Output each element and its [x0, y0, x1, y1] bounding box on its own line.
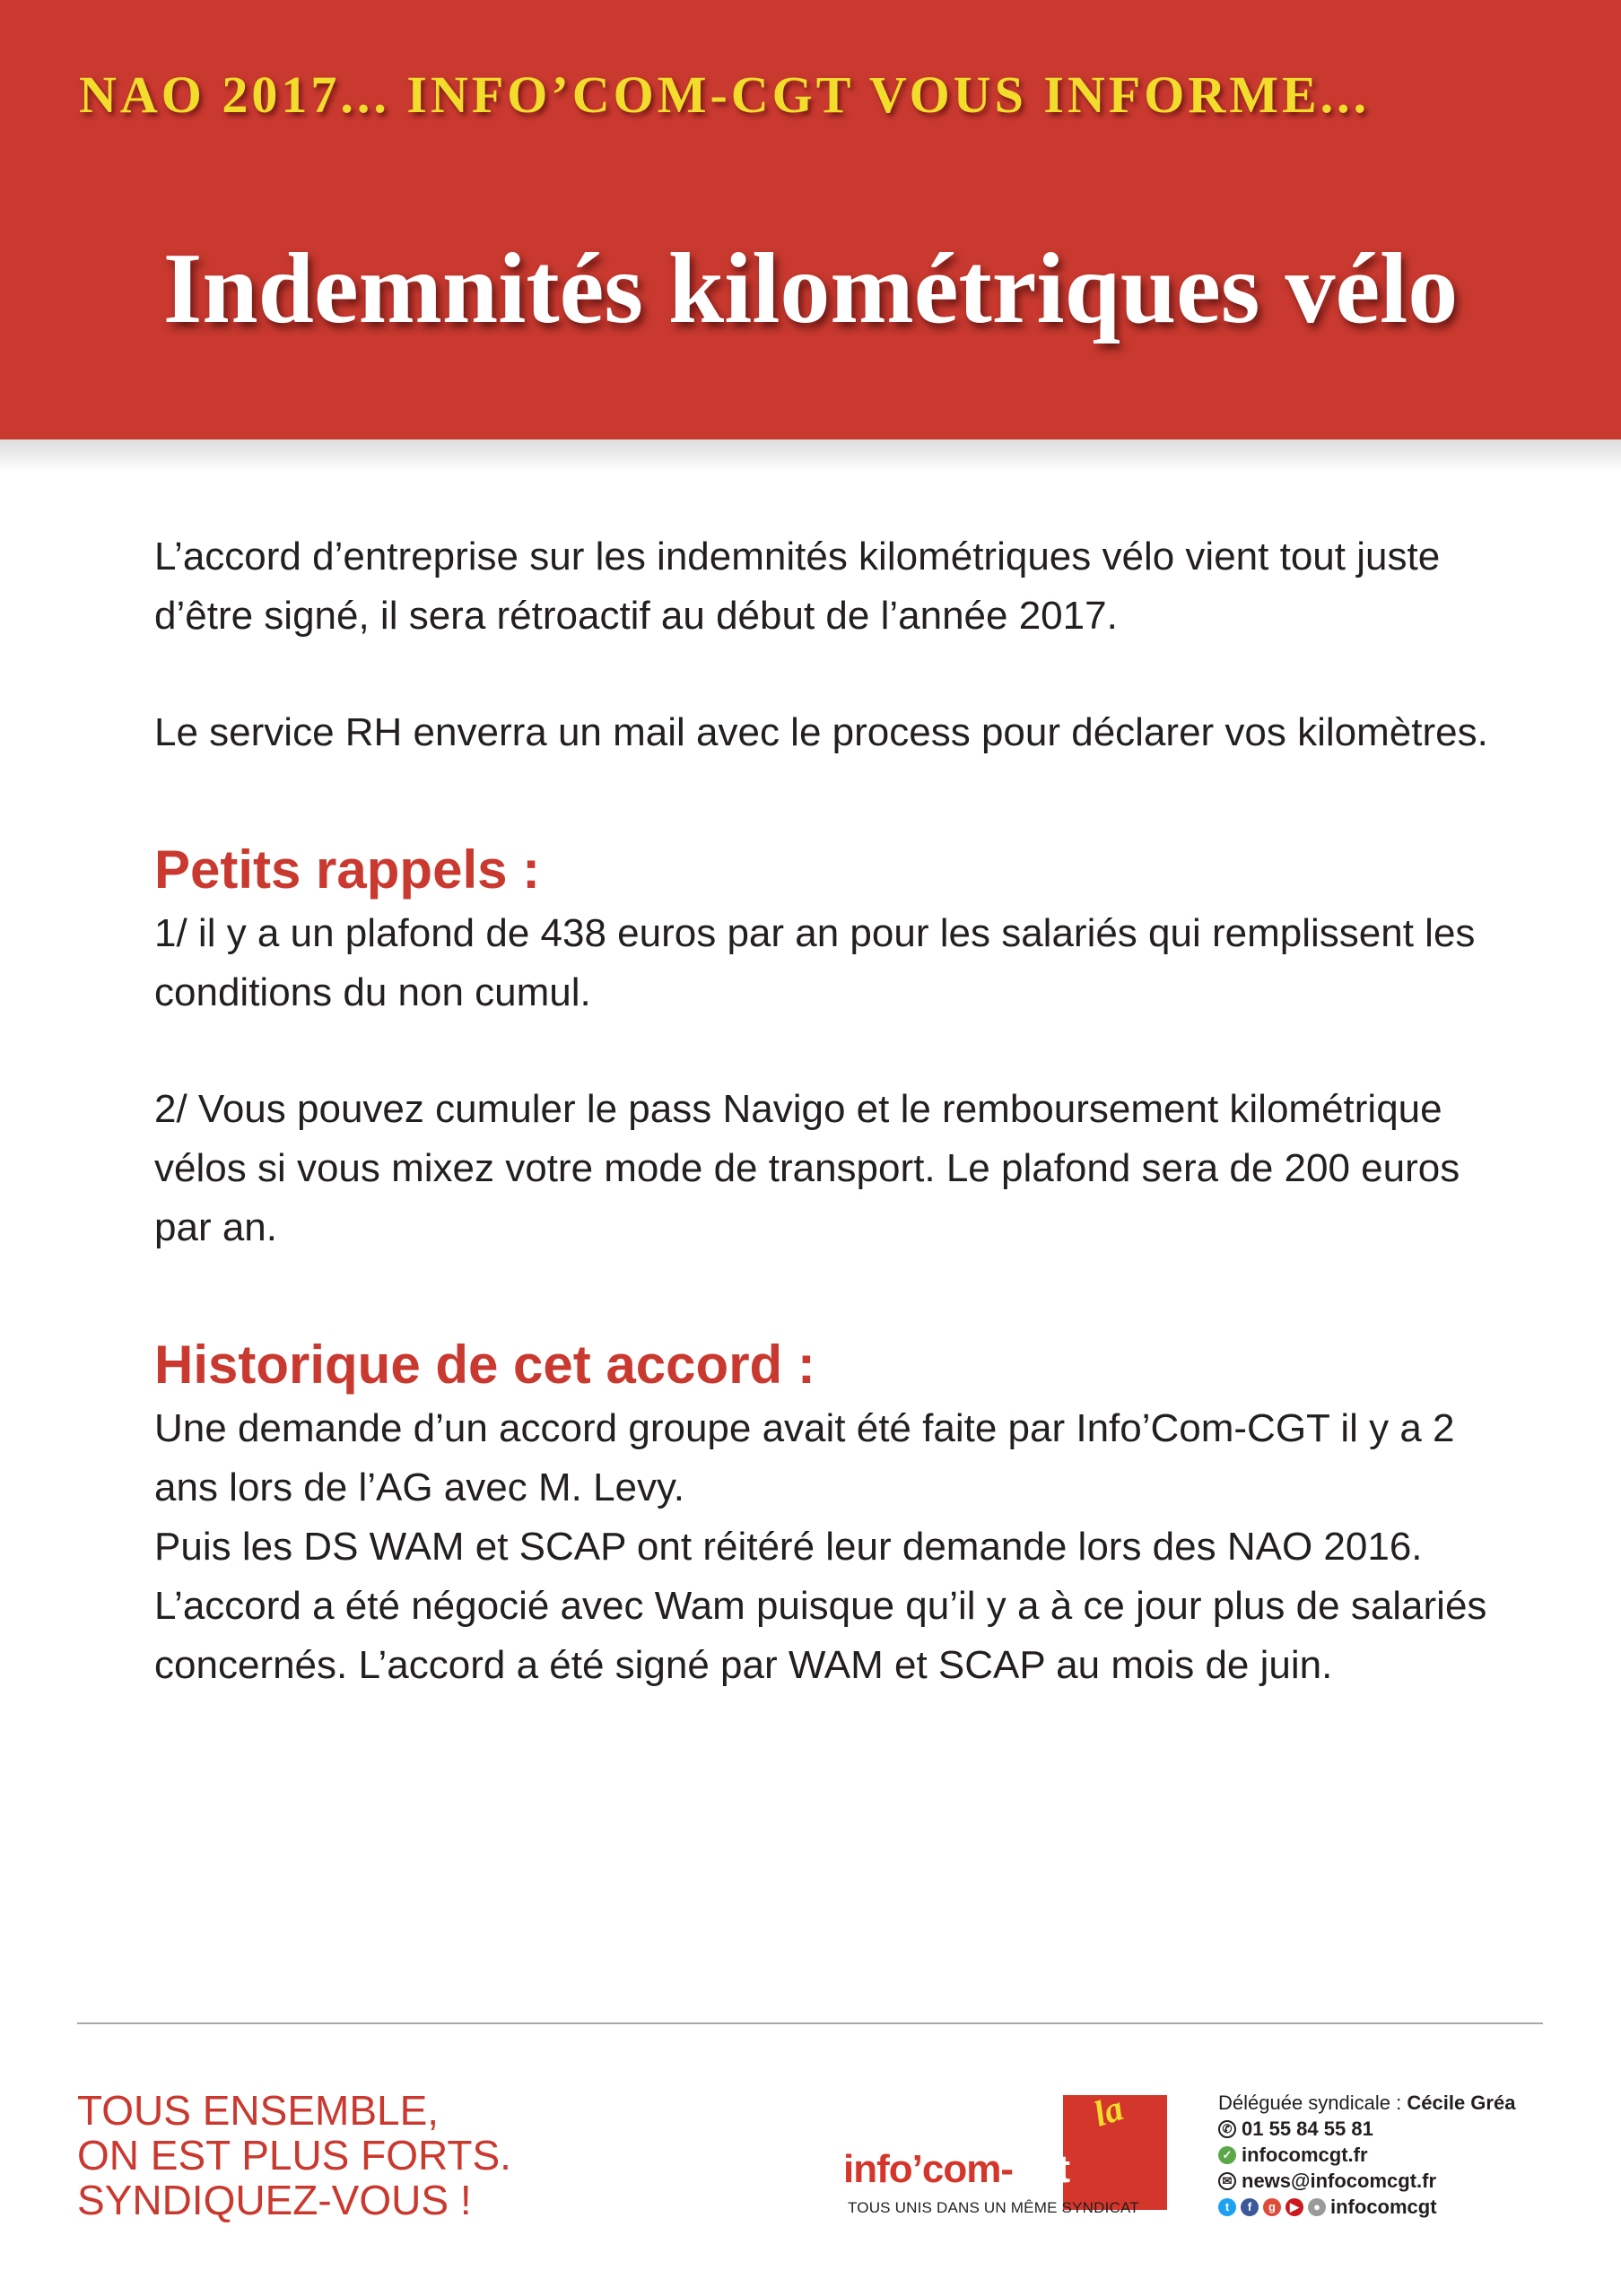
header-shadow [0, 439, 1621, 472]
slogan-line-2: ON EST PLUS FORTS. [77, 2132, 511, 2179]
rappel-item-1: 1/ il y a un plafond de 438 euros par an pour les salariés qui remplissent les conditions du non cumul. [154, 911, 1476, 1014]
mail-icon: ✉ [1218, 2172, 1236, 2190]
main-content [154, 527, 1500, 1695]
contact-block [1218, 2090, 1515, 2220]
social-row [1218, 2194, 1515, 2220]
footer-divider [77, 2022, 1543, 2024]
globe-icon: ✓ [1218, 2146, 1236, 2164]
slogan-line-3: SYNDIQUEZ-VOUS ! [77, 2177, 472, 2223]
social-handle[interactable]: infocomcgt [1330, 2196, 1437, 2218]
website-link[interactable]: infocomcgt.fr [1242, 2144, 1368, 2166]
google-plus-icon[interactable]: g [1263, 2198, 1281, 2216]
page-title: Indemnités kilométriques vélo [162, 233, 1459, 344]
phone-icon: ✆ [1218, 2120, 1236, 2138]
intro-paragraph-2: Le service RH enverra un mail avec le process pour déclarer vos kilomètres. [154, 710, 1488, 754]
logo-la-script: la [1088, 2087, 1129, 2135]
facebook-icon[interactable]: f [1241, 2198, 1259, 2216]
historique-line-3: L’accord a été négocié avec Wam puisque qu’il y a à ce jour plus de salariés concernés. L’accord a été signé par WAM et SCAP au mois de juin. [154, 1584, 1487, 1687]
logo-tagline: TOUS UNIS DANS UN MÊME SYNDICAT [848, 2199, 1139, 2216]
youtube-icon[interactable]: ▶ [1285, 2198, 1303, 2216]
section-heading-historique: Historique de cet accord : [154, 1335, 815, 1395]
email-link[interactable]: news@infocomcgt.fr [1242, 2170, 1437, 2192]
email-row [1218, 2168, 1515, 2194]
logo-infocom-text: info’com- [843, 2147, 1013, 2191]
historique-line-2: Puis les DS WAM et SCAP ont réitéré leur demande lors des NAO 2016. [154, 1525, 1423, 1569]
infocom-cgt-logo [843, 2147, 1069, 2192]
historique-line-1: Une demande d’un accord groupe avait été faite par Info’Com-CGT il y a 2 ans lors de l’AG avec M. Levy. [154, 1406, 1455, 1509]
delegate-row [1218, 2090, 1515, 2116]
slogan-line-1: TOUS ENSEMBLE, [77, 2087, 440, 2134]
delegate-name: Cécile Gréa [1407, 2092, 1516, 2114]
logo-cgt-text: cgt [1012, 2147, 1069, 2191]
rappel-item-2: 2/ Vous pouvez cumuler le pass Navigo et le remboursement kilométrique vélos si vous mixez votre mode de transport. Le plafond sera de 200 euros par an. [154, 1087, 1460, 1249]
footer-slogan [77, 2088, 511, 2222]
twitter-icon[interactable]: t [1218, 2198, 1236, 2216]
section-heading-rappels: Petits rappels : [154, 839, 541, 900]
delegate-label: Déléguée syndicale : [1218, 2092, 1402, 2114]
intro-paragraph-1: L’accord d’entreprise sur les indemnités kilométriques vélo vient tout juste d’être signé, il sera rétroactif au début de l’année 2017. [154, 535, 1441, 638]
phone-number: 01 55 84 55 81 [1242, 2118, 1373, 2140]
website-row [1218, 2142, 1515, 2168]
phone-row [1218, 2116, 1515, 2142]
header-kicker: NAO 2017... INFO’COM-CGT VOUS INFORME... [79, 65, 1371, 124]
other-social-icon[interactable]: ● [1308, 2198, 1326, 2216]
